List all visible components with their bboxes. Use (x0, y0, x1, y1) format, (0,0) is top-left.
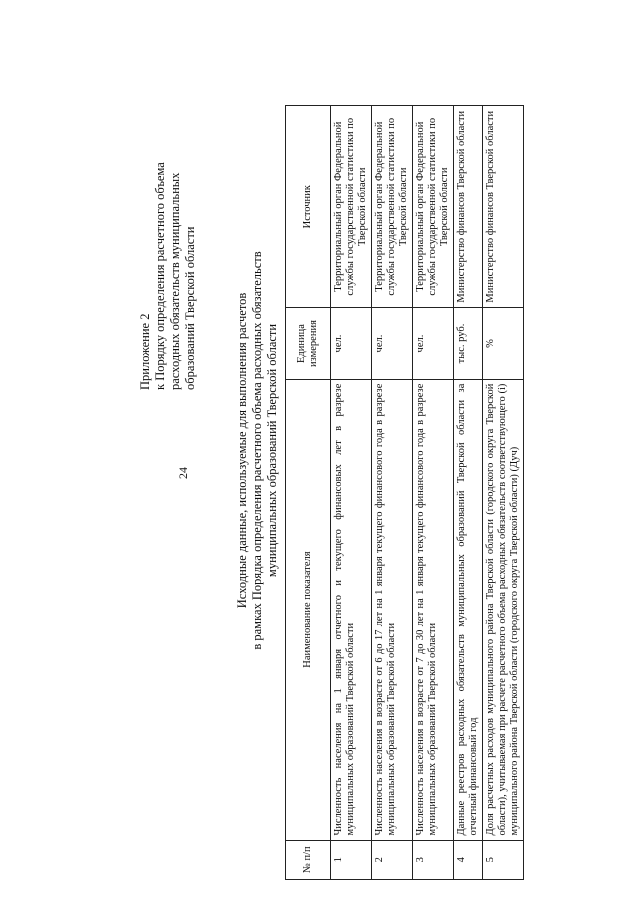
row-name: Доля расчетных расходов муниципального района Тверской области (городского округа Тверской области), учитываемая при расчете расчетного объема расходных обязательств соответствующего (i) муниципального района Тверской области (городского округа Тверской области) (Дуч) (483, 379, 524, 840)
row-source: Министерство финансов Тверской области (483, 105, 524, 307)
header-name: Наименование показателя (286, 379, 331, 840)
row-unit: % (483, 307, 524, 378)
row-source: Территориальный орган Федеральной службы государственной статистики по Тверской области (331, 105, 372, 307)
title-line: муниципальных образований Тверской области (265, 323, 279, 577)
row-no: 4 (454, 840, 483, 879)
title-line: в рамках Порядка определения расчетного объема расходных обязательств (250, 250, 264, 650)
table-row (483, 105, 524, 879)
row-no: 2 (372, 840, 413, 879)
row-source: Территориальный орган Федеральной службы государственной статистики по Тверской области (413, 105, 454, 307)
row-name: Данные реестров расходных обязательств муниципальных образований Тверской области за отчетный финансовый год (454, 379, 483, 840)
appendix-line: образований Тверской области (183, 226, 197, 390)
table-row (454, 105, 483, 879)
table-row (413, 105, 454, 879)
table-row (331, 105, 372, 879)
title-line: Исходные данные, используемые для выполнения расчетов (235, 292, 249, 608)
document-title (235, 193, 280, 708)
appendix-line: Приложение 2 (138, 313, 152, 390)
rotated-content (20, 18, 620, 888)
appendix-line: расходных обязательств муниципальных (168, 172, 182, 390)
row-no: 1 (331, 840, 372, 879)
row-name: Численность населения на 1 января отчетного и текущего финансовых лет в разрезе муниципальных образований Тверской области (331, 379, 372, 840)
appendix-heading (138, 18, 198, 390)
row-unit: чел. (372, 307, 413, 378)
row-name: Численность населения в возрасте от 6 до 17 лет на 1 января текущего финансового года в разрезе муниципальных образований Тверской области (372, 379, 413, 840)
page-number: 24 (176, 466, 190, 479)
header-no: № п/п (286, 840, 331, 879)
source-data-table (285, 105, 524, 880)
row-source: Территориальный орган Федеральной службы государственной статистики по Тверской области (372, 105, 413, 307)
row-no: 5 (483, 840, 524, 879)
appendix-line: к Порядку определения расчетного объема (153, 161, 167, 390)
row-no: 3 (413, 840, 454, 879)
header-source: Источник (286, 105, 331, 307)
row-unit: чел. (331, 307, 372, 378)
header-unit: Единица измерения (286, 307, 331, 378)
row-unit: чел. (413, 307, 454, 378)
row-source: Министерство финансов Тверской области (454, 105, 483, 307)
row-unit: тыс. руб. (454, 307, 483, 378)
table-header-row (286, 105, 331, 879)
table-row (372, 105, 413, 879)
row-name: Численность населения в возрасте от 7 до 30 лет на 1 января текущего финансового года в разрезе муниципальных образований Тверской области (413, 379, 454, 840)
